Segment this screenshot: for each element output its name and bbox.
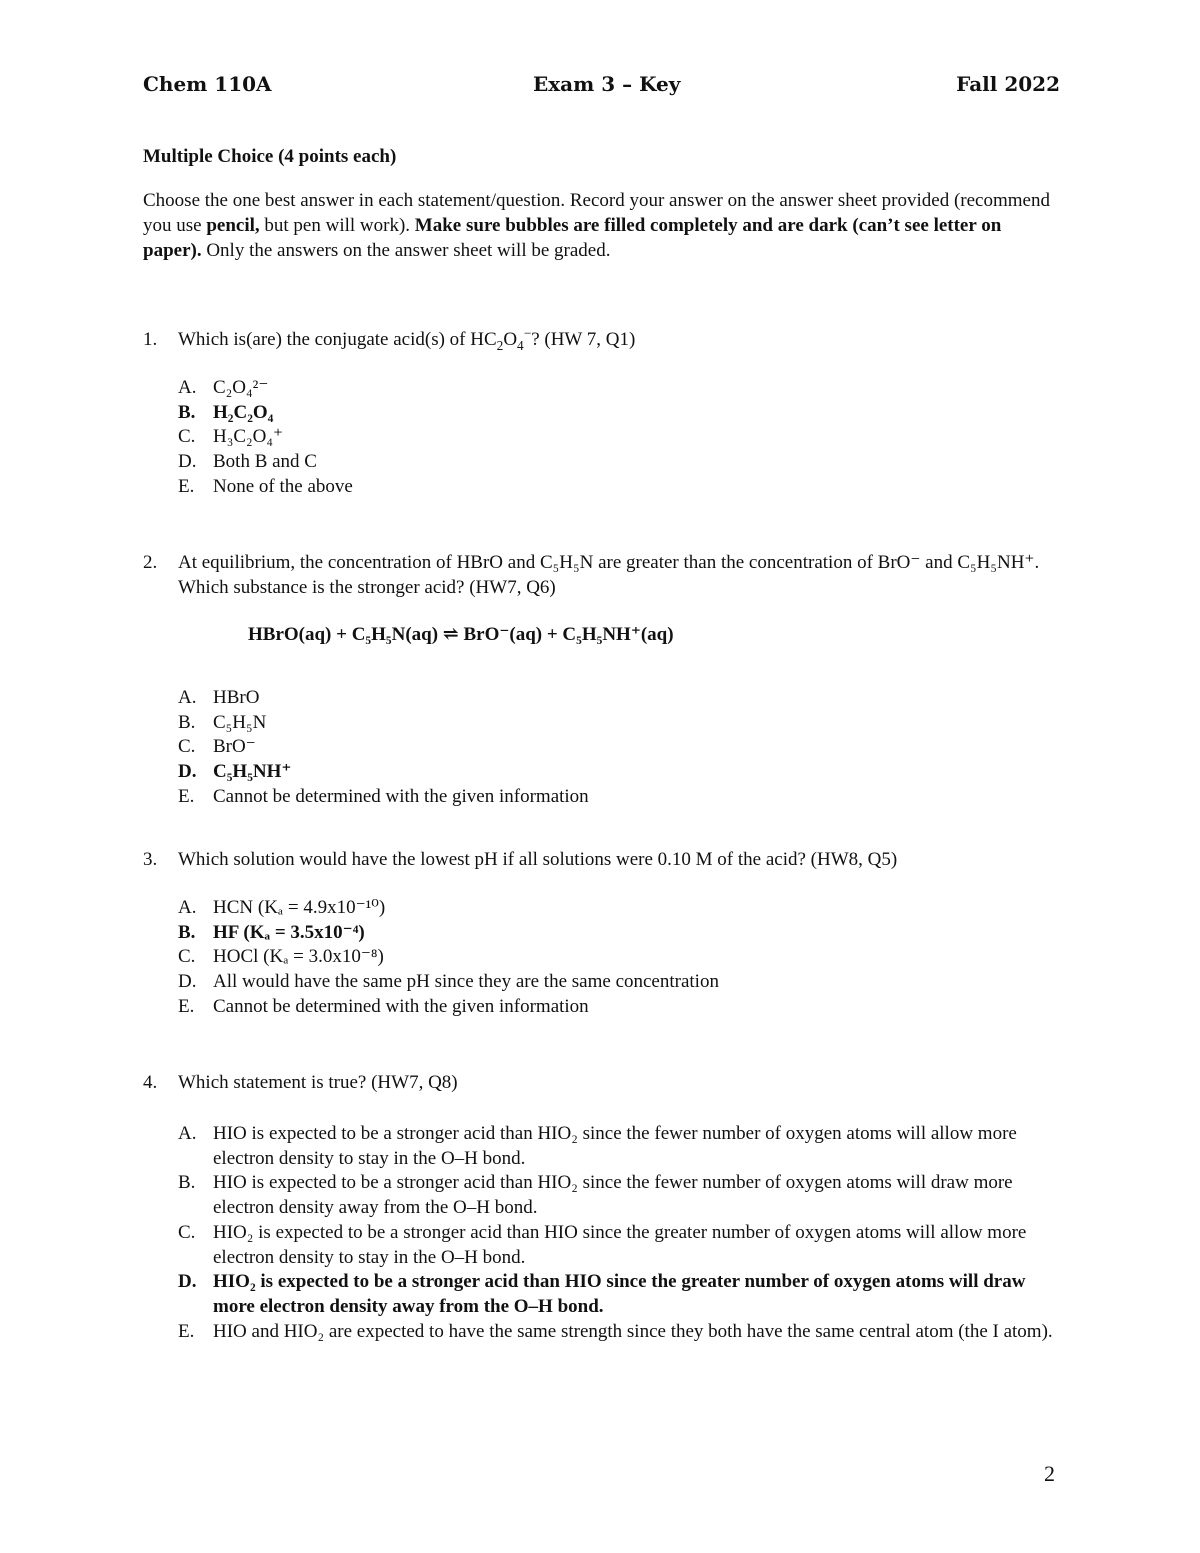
question-3-options bbox=[178, 896, 1058, 1020]
instructions-pencil: pencil, bbox=[206, 215, 260, 236]
option-d: D. All would have the same pH since they are the same concentration bbox=[178, 971, 719, 993]
option-c: C. HOCl (Kₐ = 3.0x10⁻⁸) bbox=[178, 946, 384, 968]
exam-title: Exam 3 – Key bbox=[533, 72, 681, 96]
option-b: B. HIO is expected to be a stronger acid than HIO₂ since the fewer number of oxygen atoms will draw more electron density away from the O–H bond. bbox=[178, 1172, 1013, 1219]
question-4 bbox=[143, 1070, 1058, 1344]
option-a: A. HCN (Kₐ = 4.9x10⁻¹⁰) bbox=[178, 897, 386, 918]
option-e: E. None of the above bbox=[178, 475, 353, 497]
stem-text: At equilibrium, the concentration of HBrO and C₅H₅N are greater than the concentration of BrO⁻ and C₅H₅NH⁺. Which substance is the stronger acid? (HW7, Q6) bbox=[178, 552, 1040, 598]
instructions-part-1: Choose the one best answer in each statement/question. Record your answer on the answer sheet provided (recommend you use bbox=[143, 190, 1050, 236]
option-c: C. HIO₂ is expected to be a stronger acid than HIO since the greater number of oxygen atoms will allow more electron density to stay in the O–H bond. bbox=[178, 1221, 1027, 1268]
course-name: Chem 110A bbox=[143, 72, 272, 96]
option-b-correct: B. H₂C₂O₄ bbox=[178, 401, 274, 423]
stem-text-b: ? (HW 7, Q1) bbox=[531, 329, 636, 350]
page-number: 2 bbox=[1044, 1461, 1055, 1486]
question-2 bbox=[143, 550, 1058, 810]
option-a: A. C₂O₄²⁻ bbox=[178, 377, 269, 398]
option-d: D. Both B and C bbox=[178, 451, 317, 473]
page-header bbox=[143, 72, 1060, 102]
option-c: C. BrO⁻ bbox=[178, 736, 256, 758]
question-number: 3. bbox=[143, 849, 158, 870]
question-3 bbox=[143, 847, 1058, 1020]
question-1-stem: 1. Which is(are) the conjugate acid(s) of $HC_2O_4^-$? (HW 7, Q1) bbox=[143, 325, 636, 353]
option-d-correct: D. HIO₂ is expected to be a stronger acid than HIO since the greater number of oxygen atoms will draw more electron density away from the O–H bond. bbox=[178, 1271, 1026, 1317]
stem-text-a: Which is(are) the conjugate acid(s) of HC bbox=[178, 329, 497, 350]
term: Fall 2022 bbox=[956, 72, 1060, 96]
instructions-bold: Make sure bubbles are filled completely and are dark (can’t see letter on paper). bbox=[143, 215, 1002, 261]
question-2-stem bbox=[143, 550, 1058, 600]
instructions bbox=[143, 188, 1053, 263]
question-1-options bbox=[178, 376, 1058, 500]
question-4-stem bbox=[143, 1070, 1058, 1095]
option-e: E. Cannot be determined with the given information bbox=[178, 785, 589, 807]
option-b: B. C₅H₅N bbox=[178, 711, 267, 733]
equilibrium-equation: HBrO(aq) + C₅H₅N(aq) ⇌ BrO⁻(aq) + C₅H₅NH⁺(aq) bbox=[248, 624, 674, 645]
instructions-part-3: Only the answers on the answer sheet will be graded. bbox=[201, 240, 611, 261]
question-1 bbox=[143, 327, 1058, 500]
section-title: Multiple Choice (4 points each) bbox=[143, 146, 397, 167]
question-number: 1. bbox=[143, 329, 158, 350]
question-number: 2. bbox=[143, 552, 158, 573]
option-b-correct: B. HF (Kₐ = 3.5x10⁻⁴) bbox=[178, 921, 365, 943]
question-4-options bbox=[178, 1122, 1058, 1344]
instructions-part-2: but pen will work). bbox=[259, 215, 415, 236]
question-3-stem bbox=[143, 847, 1058, 872]
option-e: E. HIO and HIO₂ are expected to have the same strength since they both have the same central atom (the I atom). bbox=[178, 1320, 1053, 1342]
stem-text: Which statement is true? (HW7, Q8) bbox=[178, 1072, 458, 1093]
stem-text: Which solution would have the lowest pH if all solutions were 0.10 M of the acid? (HW8, Q5) bbox=[178, 849, 898, 870]
option-c: C. H₃C₂O₄⁺ bbox=[178, 426, 284, 448]
question-number: 4. bbox=[143, 1072, 158, 1093]
option-a: A. HBrO bbox=[178, 687, 260, 708]
question-2-options bbox=[178, 686, 1058, 810]
option-a: A. HIO is expected to be a stronger acid than HIO₂ since the fewer number of oxygen atoms will allow more electron density to stay in the O–H bond. bbox=[178, 1123, 1017, 1169]
option-e: E. Cannot be determined with the given information bbox=[178, 995, 589, 1017]
option-d-correct: D. C₅H₅NH⁺ bbox=[178, 761, 292, 783]
